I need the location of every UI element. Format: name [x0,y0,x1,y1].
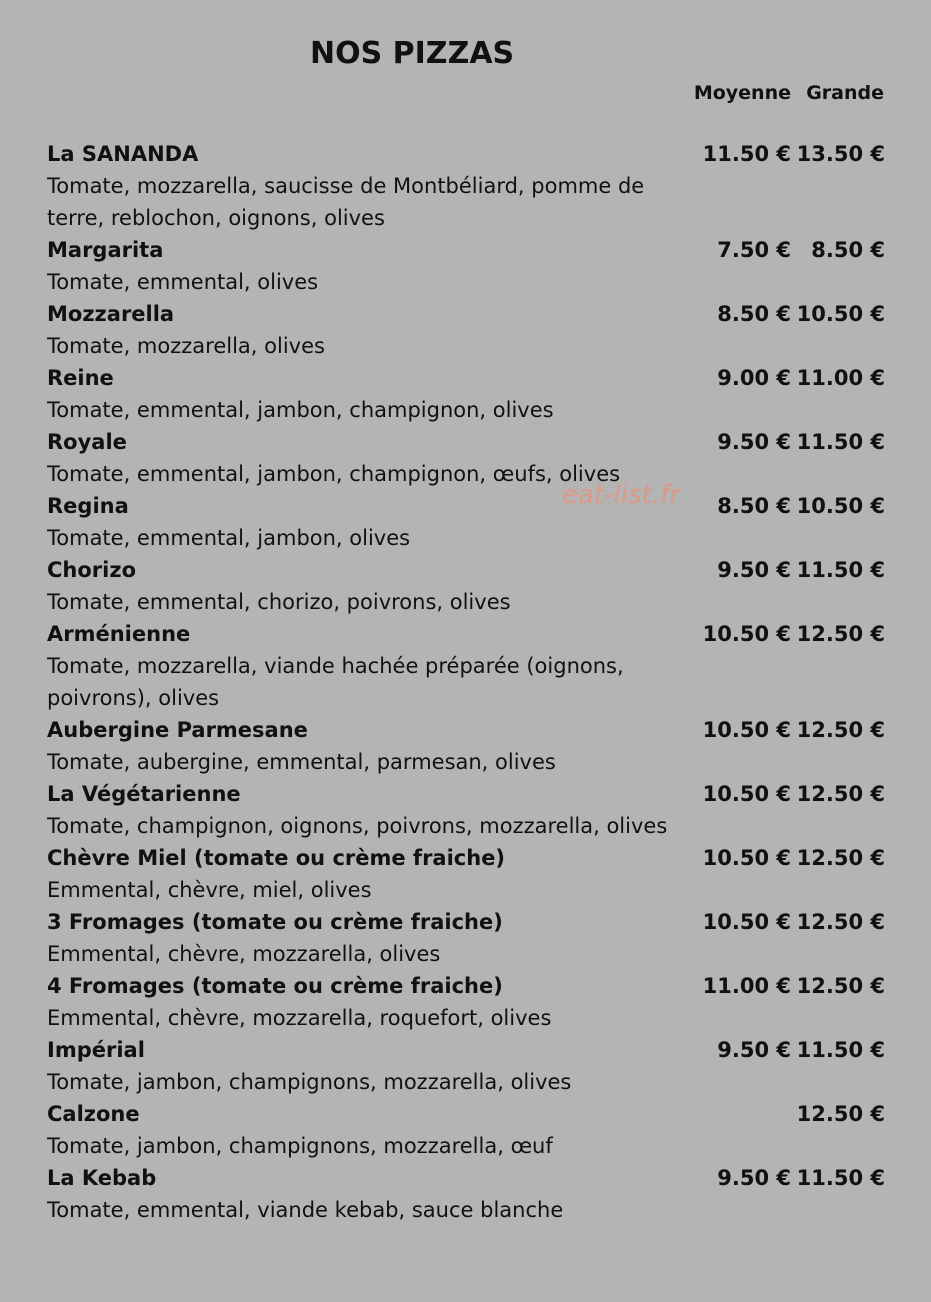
medium-price: 9.50 € [717,558,791,582]
pizza-description: Tomate, emmental, jambon, olives [47,526,411,550]
menu-item [47,1034,885,1098]
medium-price: 11.00 € [702,974,791,998]
pizza-name: Reine [47,366,114,390]
pizza-name: 4 Fromages (tomate ou crème fraiche) [47,974,503,998]
pizza-description: Tomate, jambon, champignons, mozzarella, olives [47,1070,572,1094]
pizza-description: Tomate, mozzarella, viande hachée préparée (oignons, poivrons), olives [47,654,624,710]
large-price: 12.50 € [796,782,885,806]
pizza-name: 3 Fromages (tomate ou crème fraiche) [47,910,503,934]
pizza-name: Regina [47,494,129,518]
pizza-description: Tomate, emmental, olives [47,270,319,294]
pizza-description: Tomate, emmental, chorizo, poivrons, olives [47,590,511,614]
medium-price: 8.50 € [717,302,791,326]
pizza-description: Tomate, champignon, oignons, poivrons, mozzarella, olives [47,814,668,838]
medium-price: 9.00 € [717,366,791,390]
pizza-description: Tomate, emmental, jambon, champignon, œufs, olives [47,462,621,486]
medium-price: 10.50 € [702,622,791,646]
medium-price: 9.50 € [717,430,791,454]
menu-item [47,618,885,714]
medium-price: 11.50 € [702,142,791,166]
pizza-name: La Végétarienne [47,782,241,806]
menu-item [47,138,885,234]
large-price: 12.50 € [796,1102,885,1126]
pizza-description: Tomate, emmental, jambon, champignon, olives [47,398,554,422]
menu-item [47,1162,885,1226]
pizza-menu-list [47,138,885,1226]
large-price: 11.50 € [796,1166,885,1190]
pizza-name: Chorizo [47,558,136,582]
medium-price: 10.50 € [702,782,791,806]
pizza-name: Royale [47,430,127,454]
pizza-name: Calzone [47,1102,140,1126]
large-price: 11.50 € [796,558,885,582]
large-price: 12.50 € [796,910,885,934]
large-price: 11.50 € [796,1038,885,1062]
medium-price: 9.50 € [717,1038,791,1062]
medium-price: 10.50 € [702,718,791,742]
pizza-name: La Kebab [47,1166,157,1190]
large-price: 12.50 € [796,718,885,742]
medium-size-header: Moyenne [693,82,791,104]
pizza-description: Emmental, chèvre, miel, olives [47,878,372,902]
large-price: 8.50 € [811,238,885,262]
menu-item [47,298,885,362]
menu-item [47,906,885,970]
menu-item [47,1098,885,1162]
large-size-header: Grande [806,82,884,104]
pizza-description: Tomate, aubergine, emmental, parmesan, olives [47,750,556,774]
medium-price: 10.50 € [702,910,791,934]
page-title: NOS PIZZAS [310,36,515,71]
pizza-name: Margarita [47,238,164,262]
pizza-name: Mozzarella [47,302,175,326]
pizza-name: Aubergine Parmesane [47,718,308,742]
menu-item [47,490,885,554]
watermark-text: eat-list.fr [562,480,680,510]
menu-item [47,842,885,906]
pizza-name: Impérial [47,1038,145,1062]
pizza-name: Arménienne [47,622,191,646]
menu-item [47,554,885,618]
pizza-name: Chèvre Miel (tomate ou crème fraiche) [47,846,506,870]
large-price: 10.50 € [796,494,885,518]
large-price: 11.00 € [796,366,885,390]
large-price: 10.50 € [796,302,885,326]
large-price: 13.50 € [796,142,885,166]
pizza-description: Emmental, chèvre, mozzarella, roquefort, olives [47,1006,552,1030]
medium-price: 7.50 € [717,238,791,262]
large-price: 12.50 € [796,846,885,870]
pizza-description: Tomate, mozzarella, saucisse de Montbéliard, pomme de terre, reblochon, oignons, olives [47,174,645,230]
large-price: 12.50 € [796,622,885,646]
medium-price: 10.50 € [702,846,791,870]
pizza-description: Tomate, jambon, champignons, mozzarella, œuf [47,1134,553,1158]
menu-item [47,778,885,842]
pizza-description: Tomate, mozzarella, olives [47,334,325,358]
pizza-description: Tomate, emmental, viande kebab, sauce blanche [47,1198,564,1222]
medium-price: 9.50 € [717,1166,791,1190]
medium-price: 8.50 € [717,494,791,518]
menu-item [47,362,885,426]
menu-item [47,234,885,298]
pizza-description: Emmental, chèvre, mozzarella, olives [47,942,441,966]
large-price: 12.50 € [796,974,885,998]
menu-item [47,970,885,1034]
pizza-name: La SANANDA [47,142,199,166]
menu-item [47,714,885,778]
large-price: 11.50 € [796,430,885,454]
menu-item [47,426,885,490]
